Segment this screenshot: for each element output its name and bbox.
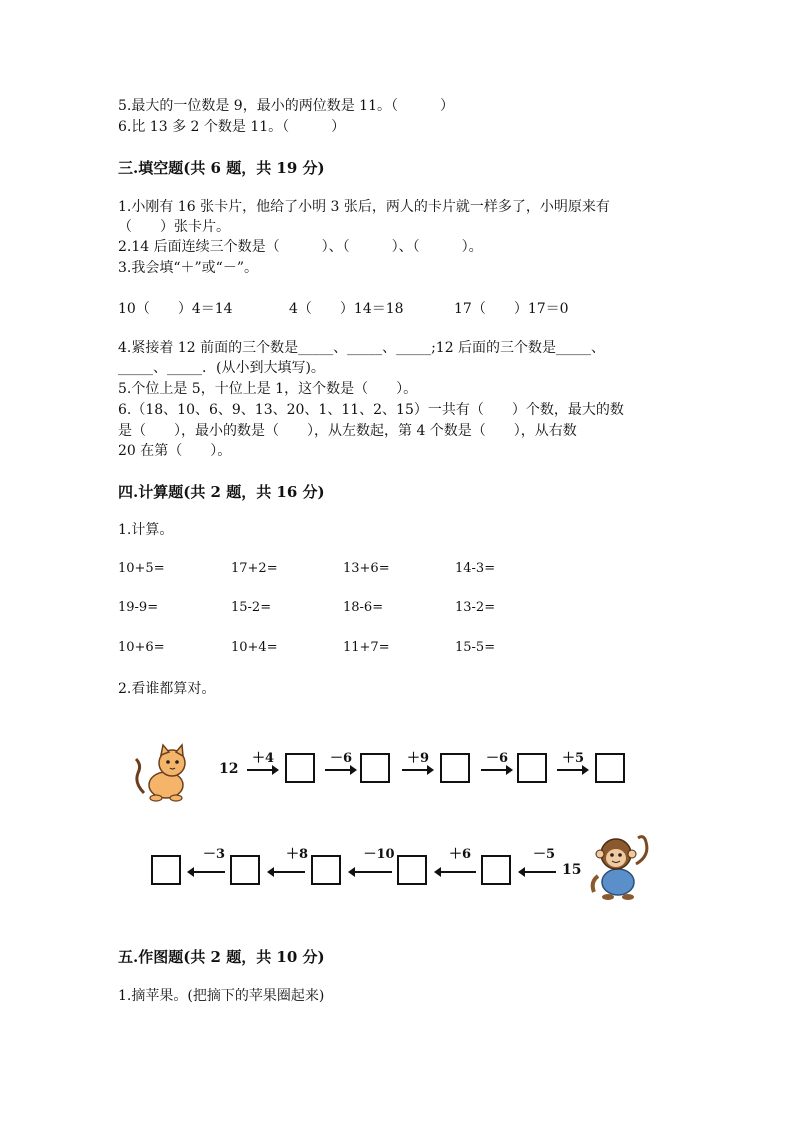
left-arrow-icon	[269, 871, 305, 873]
left-arrow-icon	[520, 871, 556, 873]
chain-1-op-5: ＋5	[561, 751, 585, 766]
chain-2-op-4: ＋8	[285, 847, 309, 862]
calc-item: 14-3=	[455, 561, 496, 576]
fill-question-1-line-2: （ ）张卡片。	[118, 219, 230, 235]
right-arrow-icon	[557, 769, 587, 771]
chain-2-answer-box-2[interactable]	[397, 855, 427, 885]
fill-question-3-item-2: 4（ ）14＝18	[289, 301, 404, 317]
draw-question-1: 1.摘苹果。(把摘下的苹果圈起来)	[118, 988, 325, 1004]
fill-question-4-line-2: _____、_____．(从小到大填写)。	[118, 360, 325, 376]
chain-1-op-4: －6	[485, 751, 509, 766]
chain-2-op-2: ＋6	[448, 847, 472, 862]
judge-question-5: 5.最大的一位数是 9，最小的两位数是 11。（ ）	[118, 98, 454, 114]
chain-1-answer-box-2[interactable]	[360, 753, 390, 783]
chain-2-op-1: －5	[532, 847, 556, 862]
section-4-heading: 四.计算题(共 2 题，共 16 分)	[118, 483, 325, 501]
calc-item: 15-2=	[231, 600, 272, 615]
right-arrow-icon	[247, 769, 277, 771]
calc-item: 15-5=	[455, 640, 496, 655]
right-arrow-icon	[325, 769, 355, 771]
chain-2-answer-box-5[interactable]	[151, 855, 181, 885]
fill-question-3-item-1: 10（ ）4＝14	[118, 301, 233, 317]
fill-question-6-line-1: 6.（18、10、6、9、13、20、1、11、2、15）一共有（ ）个数，最大的数	[118, 402, 624, 418]
fill-question-3-item-3: 17（ ）17＝0	[454, 301, 569, 317]
chain-1-answer-box-4[interactable]	[517, 753, 547, 783]
calc-item: 13+6=	[343, 561, 390, 576]
chain-2-answer-box-3[interactable]	[311, 855, 341, 885]
chain-1-answer-box-3[interactable]	[440, 753, 470, 783]
calc-item: 13-2=	[455, 600, 496, 615]
calc-item: 10+4=	[231, 640, 278, 655]
chain-1-op-1: ＋4	[251, 751, 275, 766]
calc-item: 18-6=	[343, 600, 384, 615]
cat-illustration	[130, 743, 196, 803]
chain-2-start-number: 15	[562, 862, 582, 878]
section-5-heading: 五.作图题(共 2 题，共 10 分)	[118, 948, 325, 966]
fill-question-4-line-1: 4.紧接着 12 前面的三个数是_____、_____、_____;12 后面的三个数是_____、	[118, 340, 606, 356]
chain-1-answer-box-1[interactable]	[285, 753, 315, 783]
right-arrow-icon	[402, 769, 432, 771]
chain-2-answer-box-4[interactable]	[230, 855, 260, 885]
calc-item: 17+2=	[231, 561, 278, 576]
fill-question-2: 2.14 后面连续三个数是（ ）、（ ）、（ ）。	[118, 239, 483, 255]
fill-question-6-line-3: 20 在第（ ）。	[118, 443, 232, 459]
monkey-illustration	[588, 830, 656, 902]
chain-1-answer-box-5[interactable]	[595, 753, 625, 783]
chain-1-op-2: －6	[329, 751, 353, 766]
chain-2-op-5: －3	[202, 847, 226, 862]
calc-question-2: 2.看谁都算对。	[118, 681, 216, 697]
calc-question-1: 1.计算。	[118, 522, 174, 538]
left-arrow-icon	[350, 871, 392, 873]
chain-2-answer-box-1[interactable]	[481, 855, 511, 885]
judge-question-6: 6.比 13 多 2 个数是 11。（ ）	[118, 119, 346, 135]
section-3-heading: 三.填空题(共 6 题，共 19 分)	[118, 159, 325, 177]
calc-item: 10+6=	[118, 640, 165, 655]
chain-2-op-3: －10	[363, 847, 395, 862]
fill-question-3: 3.我会填“＋”或“－”。	[118, 260, 258, 276]
fill-question-6-line-2: 是（ ），最小的数是（ ），从左数起，第 4 个数是（ ），从右数	[118, 423, 577, 439]
calc-item: 11+7=	[343, 640, 390, 655]
chain-1-op-3: ＋9	[406, 751, 430, 766]
calc-item: 10+5=	[118, 561, 165, 576]
calc-item: 19-9=	[118, 600, 159, 615]
fill-question-5: 5.个位上是 5，十位上是 1，这个数是（ ）。	[118, 381, 418, 397]
left-arrow-icon	[189, 871, 225, 873]
chain-1-start-number: 12	[219, 761, 239, 777]
right-arrow-icon	[481, 769, 511, 771]
fill-question-1-line-1: 1.小刚有 16 张卡片，他给了小明 3 张后，两人的卡片就一样多了，小明原来有	[118, 199, 610, 215]
left-arrow-icon	[436, 871, 476, 873]
